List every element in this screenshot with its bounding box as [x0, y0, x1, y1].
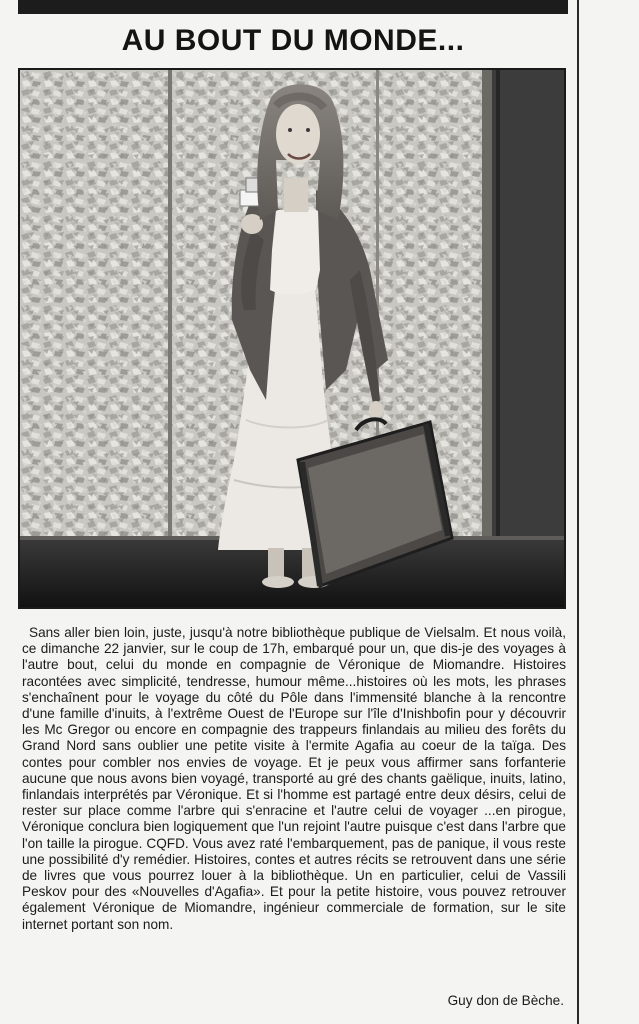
- header-bar: [18, 0, 568, 14]
- article-headline: AU BOUT DU MONDE...: [121, 24, 465, 57]
- article-body-text: Sans aller bien loin, juste, jusqu'à notre bibliothèque publique de Vielsalm. Et nous voilà, ce dimanche 22 janvier, sur le coup de 17h, embarqué pour un, que dis-je des voyages à l'autre bout, celui du monde en compagnie de Véronique de Miomandre. Histoires racontées avec simplicité, tendresse, humour même...histoires où les mots, les phrases s'enchaînent pour le voyage du côté du Pôle dans l'immensité blanche à la rencontre d'une famille d'inuits, à l'extrême Ouest de l'Europe sur l'île d'Inishbofin pour y découvrir les Mc Gregor ou encore en compagnie des trappeurs finlandais au milieu des forêts du Grand Nord sans oublier une petite visite à l'ermite Agafia au coeur de la taïga. Des contes pour combler nos envies de voyage. Et je peux vous affirmer sans forfanterie aucune que nous avons bien voyagé, transporté au gré des chants gaëlique, inuits, latino, finlandais interprétés par Véronique. Et si l'homme est partagé entre deux désirs, celui de rester sur place comme l'arbre qui s'enracine et l'autre celui de voyager ...en pirogue, Véronique conclura bien logiquement que l'un rejoint l'autre puisque c'est dans l'arbre que l'on taille la pirogue. CQFD. Vous avez raté l'embarquement, pas de panique, il vous reste une possibilité d'y remédier. Histoires, contes et autres récits se retrouvent dans une série de livres que vous pourrez louer à la bibliothèque. Un en particulier, celui de Vassili Peskov pour des «Nouvelles d'Agafia». Et pour la petite histoire, vous pouvez retrouver également Véronique de Miomandre, ingénieur commerciale de formation, sur le site internet portant son nom.: [22, 625, 566, 932]
- column-rule: [577, 0, 579, 1024]
- author-signature: Guy don de Bèche.: [447, 993, 564, 1008]
- article-photo: [18, 68, 566, 609]
